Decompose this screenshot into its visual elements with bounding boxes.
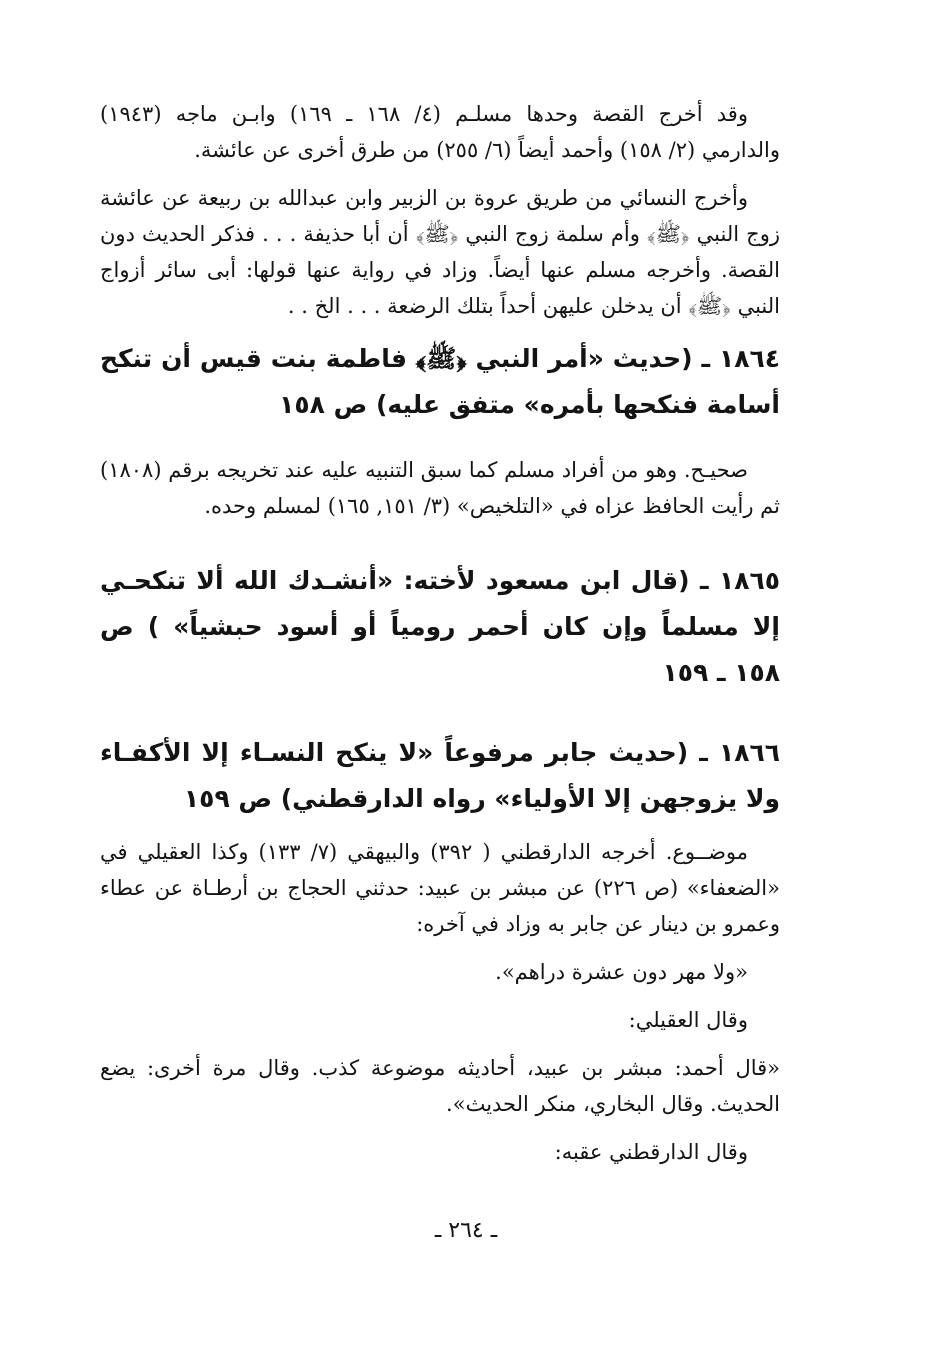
quote-mahr: «ولا مهر دون عشرة دراهم». xyxy=(495,960,748,984)
paragraph-grading-1866: موضــوع. أخرجه الدارقطني ( ٣٩٢) والبيهقي (٧/ ١٣٣) وكذا العقيلي في «الضعفاء» (ص ٢٢٦) عن مبشر بن عبيد: حدثني الحجاج بن أرطـاة عن عطاء وعمرو بن دينار عن جابر به وزاد في آخره: xyxy=(100,840,780,936)
hadith-heading-1864: ١٨٦٤ ـ (حديث «أمر النبي ﴿ﷺ﴾ فاطمة بنت قيس أن تنكح أسامة فنكحها بأمره» متفق عليه) ص ١٥٨ xyxy=(100,344,780,419)
hadith-heading-1865: ١٨٦٥ ـ (قال ابن مسعود لأخته: «أنشـدك الله ألا تنكحـي إلا مسلماً وإن كان أحمر رومياً أو أسود حبشياً» ) ص ١٥٨ ـ ١٥٩ xyxy=(100,566,780,687)
paragraph-daraqutni-intro: وقال الدارقطني عقبه: xyxy=(554,1140,748,1164)
page-body xyxy=(100,96,780,1170)
paragraph-grading-1864: صحيـح. وهو من أفراد مسلم كما سبق التنبيه عليه عند تخريجه برقم (١٨٠٨) ثم رأيت الحافظ عزاه في «التلخيص» (٣/ ١٥١, ١٦٥) لمسلم وحده. xyxy=(100,458,780,518)
paragraph-takhrij-nasai: وأخرج النسائي من طريق عروة بن الزبير وابن عبدالله بن ربيعة عن عائشة زوج النبي ﴿ﷺ﴾ وأم سلمة زوج النبي ﴿ﷺ﴾ أن أبا حذيفة . . . فذكر الحديث دون القصة. وأخرجه مسلم عنها أيضاً. وزاد في رواية عنها قولها: أبى سائر أزواج النبي ﴿ﷺ﴾ أن يدخلن عليهن أحداً بتلك الرضعة . . . الخ . . xyxy=(100,186,780,318)
quote-ahmad-bukhari: «قال أحمد: مبشر بن عبيد، أحاديثه موضوعة كذب. وقال مرة أخرى: يضع الحديث. وقال البخاري، منكر الحديث». xyxy=(100,1056,780,1116)
paragraph-takhrij-muslim: وقد أخرج القصة وحدها مسلـم (٤/ ١٦٨ ـ ١٦٩) وابـن ماجه (١٩٤٣) والدارمي (٢/ ١٥٨) وأحمد أيضاً (٦/ ٢٥٥) من طرق أخرى عن عائشة. xyxy=(100,102,780,162)
paragraph-uqayli-intro: وقال العقيلي: xyxy=(628,1008,748,1032)
page-number: ـ ٢٦٤ ـ xyxy=(434,1218,498,1243)
hadith-heading-1866: ١٨٦٦ ـ (حديث جابر مرفوعاً «لا ينكح النسـاء إلا الأكفـاء ولا يزوجهن إلا الأولياء» رواه الدارقطني) ص ١٥٩ xyxy=(100,738,780,813)
